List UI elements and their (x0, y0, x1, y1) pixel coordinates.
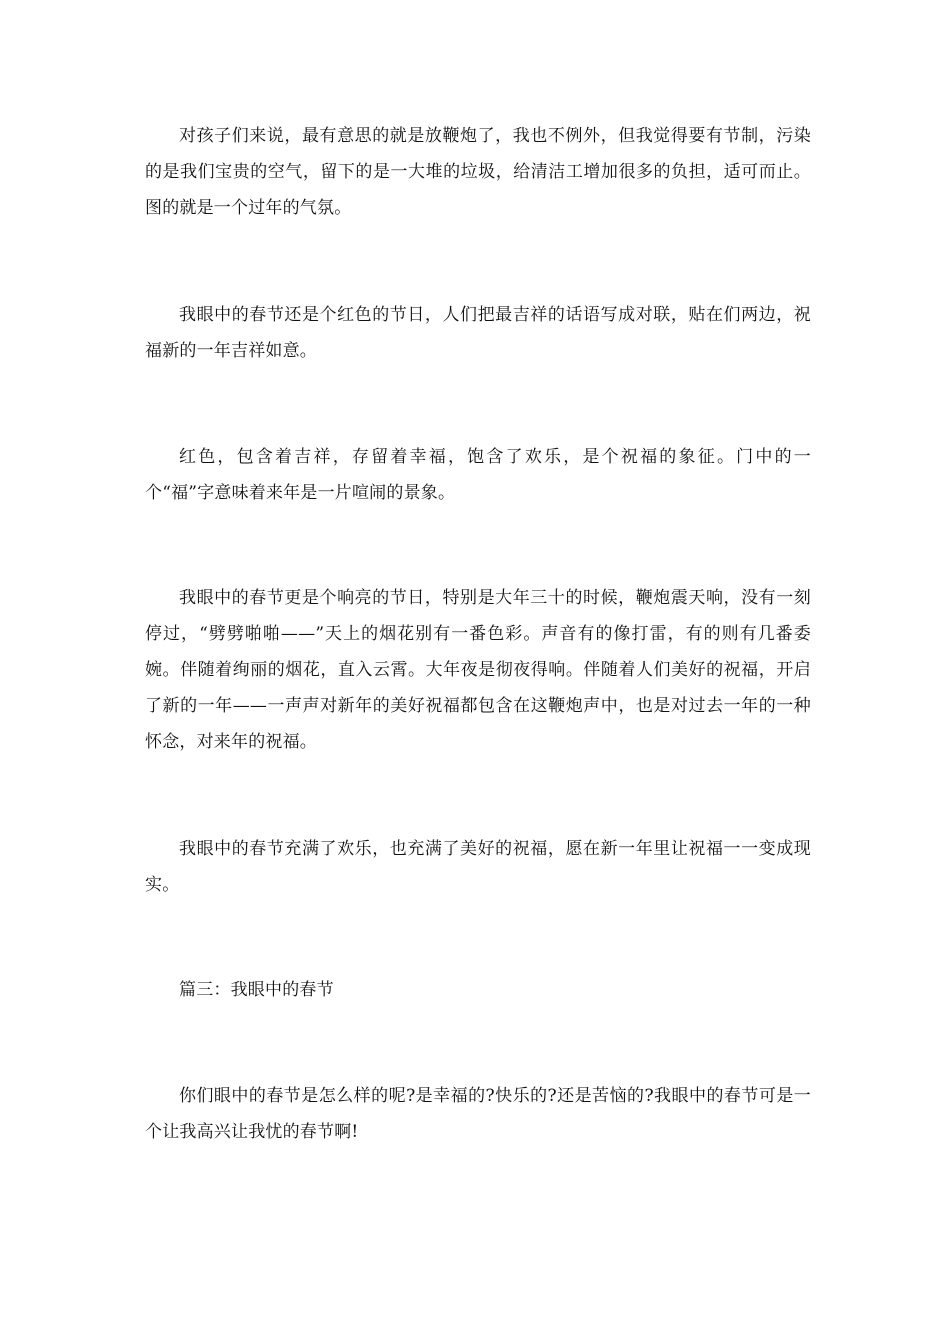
paragraph-firecrackers: 对孩子们来说，最有意思的就是放鞭炮了，我也不例外，但我觉得要有节制，污染的是我们宝贵的空气，留下的是一大堆的垃圾，给清洁工增加很多的负担，适可而止。图的就是一个过年的气氛。 (145, 126, 811, 218)
paragraph-red-festival: 我眼中的春节还是个红色的节日，人们把最吉祥的话语写成对联，贴在们两边，祝福新的一年吉祥如意。 (145, 305, 811, 361)
paragraph-red-meaning: 红色，包含着吉祥，存留着幸福，饱含了欢乐，是个祝福的象征。门中的一个“福”字意味着来年是一片喧闹的景象。 (145, 447, 811, 503)
paragraph-question: 你们眼中的春节是怎么样的呢?是幸福的?快乐的?还是苦恼的?我眼中的春节可是一个让我高兴让我忧的春节啊! (145, 1086, 811, 1142)
paragraph-joy-blessing: 我眼中的春节充满了欢乐，也充满了美好的祝福，愿在新一年里让祝福一一变成现实。 (145, 839, 811, 895)
section-heading: 篇三：我眼中的春节 (179, 980, 334, 1000)
paragraph-loud-festival: 我眼中的春节更是个响亮的节日，特别是大年三十的时候，鞭炮震天响，没有一刻停过，“劈劈啪啪——”天上的烟花别有一番色彩。声音有的像打雷，有的则有几番委婉。伴随着绚丽的烟花，直入云霄。大年夜是彻夜得响。伴随着人们美好的祝福，开启了新的一年——一声声对新年的美好祝福都包含在这鞭炮声中，也是对过去一年的一种怀念，对来年的祝福。 (145, 588, 811, 752)
